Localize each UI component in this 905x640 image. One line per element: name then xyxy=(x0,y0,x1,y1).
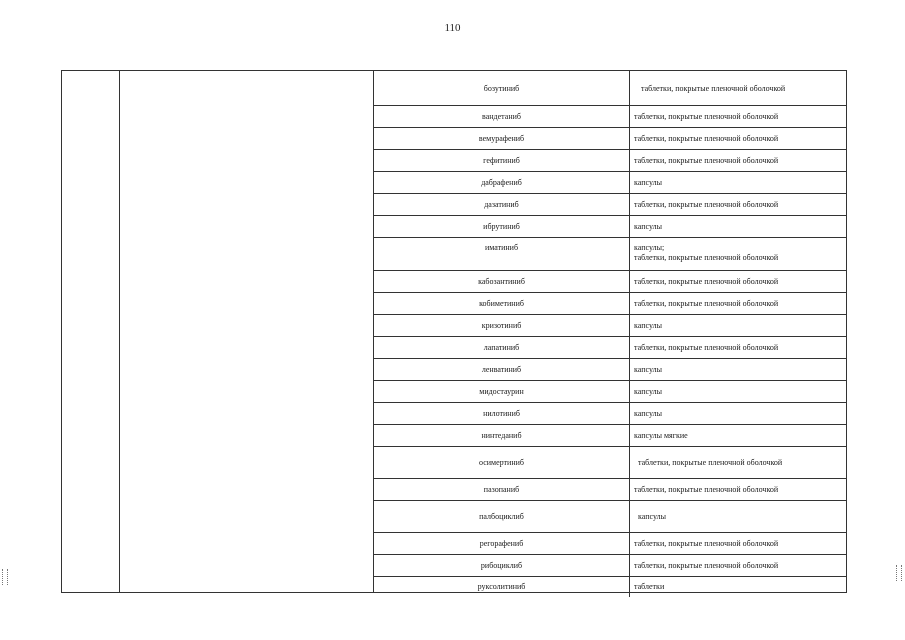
drug-name-cell: регорафениб xyxy=(374,533,630,554)
drug-name-cell: лапатиниб xyxy=(374,337,630,358)
drug-name-cell: вандетаниб xyxy=(374,106,630,127)
page-number: 110 xyxy=(444,22,461,34)
drug-name-cell: дазатиниб xyxy=(374,194,630,215)
table-row xyxy=(374,71,846,106)
drug-name-cell: ибрутиниб xyxy=(374,216,630,237)
table-row xyxy=(374,128,846,150)
drug-name-cell: бозутиниб xyxy=(374,71,630,105)
drug-name-cell: вемурафениб xyxy=(374,128,630,149)
drug-name-cell: мидостаурин xyxy=(374,381,630,402)
table-row xyxy=(374,293,846,315)
dosage-form-cell: таблетки, покрытые пленочной оболочкой xyxy=(634,156,779,165)
table-row xyxy=(374,501,846,533)
table-row xyxy=(374,381,846,403)
dosage-form-cell: таблетки xyxy=(634,582,665,591)
dosage-form-cell: капсулы xyxy=(634,321,662,330)
dosage-form-cell: таблетки, покрытые пленочной оболочкой xyxy=(634,112,779,121)
dosage-form-cell: капсулы xyxy=(634,409,662,418)
table-row xyxy=(374,271,846,293)
drug-name-cell: дабрафениб xyxy=(374,172,630,193)
table-row xyxy=(374,337,846,359)
dosage-form-cell: капсулы; таблетки, покрытые пленочной оболочкой xyxy=(634,243,779,262)
table-row xyxy=(374,106,846,128)
table-rows xyxy=(374,71,846,592)
dosage-form-cell: капсулы xyxy=(638,512,666,521)
table-row xyxy=(374,315,846,337)
table-row xyxy=(374,194,846,216)
table-row xyxy=(374,403,846,425)
dosage-form-cell: капсулы xyxy=(634,387,662,396)
table-row xyxy=(374,447,846,479)
drug-name-cell: ленватиниб xyxy=(374,359,630,380)
drug-name-cell: нинтеданиб xyxy=(374,425,630,446)
dosage-form-cell: таблетки, покрытые пленочной оболочкой xyxy=(634,200,779,209)
table-row xyxy=(374,533,846,555)
dosage-form-cell: таблетки, покрытые пленочной оболочкой xyxy=(634,343,779,352)
drug-name-cell: осимертиниб xyxy=(374,447,630,478)
table-row xyxy=(374,238,846,271)
table-row xyxy=(374,479,846,501)
drug-name-cell: гефитиниб xyxy=(374,150,630,171)
table-row xyxy=(374,172,846,194)
margin-mark-right xyxy=(896,565,902,581)
dosage-form-cell: таблетки, покрытые пленочной оболочкой xyxy=(634,299,779,308)
table-row xyxy=(374,555,846,577)
drug-name-cell: пазопаниб xyxy=(374,479,630,500)
table-row xyxy=(374,425,846,447)
drug-name-cell: кризотиниб xyxy=(374,315,630,336)
table-row xyxy=(374,577,846,597)
drug-name-cell: рибоциклиб xyxy=(374,555,630,576)
drug-name-cell: нилотиниб xyxy=(374,403,630,424)
drug-name-cell: палбоциклиб xyxy=(374,501,630,532)
dosage-form-cell: капсулы мягкие xyxy=(634,431,688,440)
table-row xyxy=(374,216,846,238)
dosage-form-cell: таблетки, покрытые пленочной оболочкой xyxy=(634,277,779,286)
drug-table xyxy=(61,70,847,593)
dosage-form-cell: капсулы xyxy=(634,222,662,231)
dosage-form-cell: таблетки, покрытые пленочной оболочкой xyxy=(634,539,779,548)
margin-mark-left xyxy=(2,569,8,585)
dosage-form-cell: таблетки, покрытые пленочной оболочкой xyxy=(641,84,786,93)
table-row xyxy=(374,359,846,381)
drug-name-cell: руксолитиниб xyxy=(374,577,630,597)
drug-name-cell: кобиметиниб xyxy=(374,293,630,314)
dosage-form-cell: таблетки, покрытые пленочной оболочкой xyxy=(634,134,779,143)
drug-name-cell: кабозантиниб xyxy=(374,271,630,292)
table-column-group xyxy=(120,71,374,592)
dosage-form-cell: таблетки, покрытые пленочной оболочкой xyxy=(634,561,779,570)
dosage-form-cell: таблетки, покрытые пленочной оболочкой xyxy=(634,485,779,494)
drug-name-cell: иматиниб xyxy=(374,238,630,270)
dosage-form-cell: капсулы xyxy=(634,178,662,187)
table-column-code xyxy=(62,71,120,592)
dosage-form-cell: капсулы xyxy=(634,365,662,374)
table-row xyxy=(374,150,846,172)
dosage-form-cell: таблетки, покрытые пленочной оболочкой xyxy=(638,458,783,467)
